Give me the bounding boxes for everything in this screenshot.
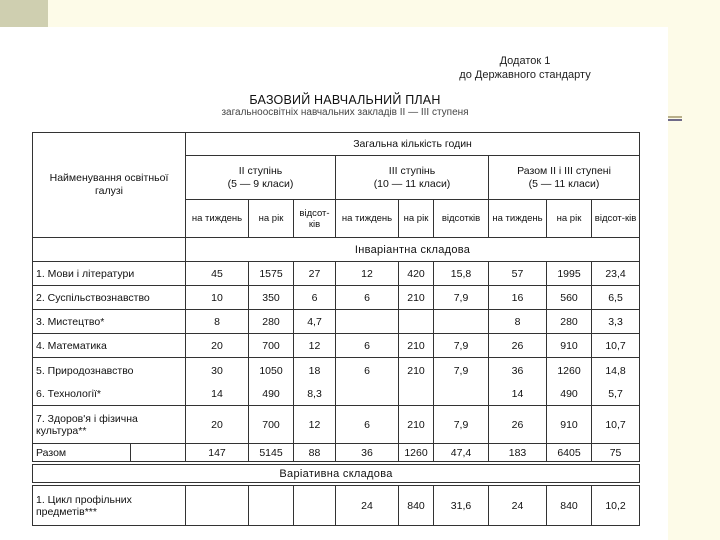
curriculum-table [32,132,640,526]
cell: 1260 [547,358,592,384]
cell: 147 [186,444,249,462]
row-name: Разом [33,444,131,462]
group-header-iii [336,156,489,200]
cell [294,486,336,526]
cell: 7,9 [434,334,489,358]
cell [399,384,434,406]
cell: 560 [547,286,592,310]
cell: 210 [399,334,434,358]
slide-bullet-marker [668,116,682,121]
cell: 700 [249,406,294,444]
cell: 490 [547,384,592,406]
cell: 183 [489,444,547,462]
cell: 27 [294,262,336,286]
group-range: (5 — 9 класи) [227,177,294,190]
group-name: II ступінь [238,164,283,177]
row-name: 2. Суспільствознавство [33,286,186,310]
cell: 6 [336,406,399,444]
subcolumn-header: на тиждень [336,200,399,238]
row-name: 7. Здоров'я і фізична культура** [33,406,186,444]
cell: 10 [186,286,249,310]
slide-right-band [668,27,720,540]
cell: 840 [399,486,434,526]
cell: 20 [186,334,249,358]
cell [336,384,399,406]
cell: 7,9 [434,286,489,310]
group-range: (5 — 11 класи) [528,177,600,190]
group-header-total [489,156,640,200]
cell: 210 [399,286,434,310]
total-hours-header: Загальна кількість годин [186,133,640,156]
row-name: 3. Мистецтво* [33,310,186,334]
cell: 1995 [547,262,592,286]
cell: 420 [399,262,434,286]
cell: 10,7 [592,334,640,358]
row-name: 6. Технології* [33,384,186,406]
cell: 6 [294,286,336,310]
cell: 910 [547,406,592,444]
table-row [33,334,640,358]
cell: 6405 [547,444,592,462]
cell: 910 [547,334,592,358]
cell: 14,8 [592,358,640,384]
cell: 490 [249,384,294,406]
cell [399,310,434,334]
subcolumn-header: на рік [399,200,434,238]
row-name: 4. Математика [33,334,186,358]
row-name: 5. Природознавство [33,358,186,384]
cell: 210 [399,358,434,384]
table-row [33,286,640,310]
table-row [33,358,640,384]
cell: 16 [489,286,547,310]
cell: 14 [186,384,249,406]
table-row [33,262,640,286]
cell: 75 [592,444,640,462]
appendix-note [450,54,600,82]
scanned-document [0,27,668,540]
appendix-line-1: Додаток 1 [499,55,551,67]
cell: 5145 [249,444,294,462]
cell-empty [131,444,186,462]
cell: 6 [336,358,399,384]
total-row [33,444,640,462]
cell: 8,3 [294,384,336,406]
cell: 18 [294,358,336,384]
cell: 3,3 [592,310,640,334]
cell [336,310,399,334]
cell: 10,2 [592,486,640,526]
variative-section-label: Варіативна складова [33,465,640,483]
group-name: Разом II і III ступені [517,164,611,177]
cell: 15,8 [434,262,489,286]
subcolumn-header: відсот-ків [294,200,336,238]
subcolumn-header: відсотків [434,200,489,238]
cell: 840 [547,486,592,526]
cell: 4,7 [294,310,336,334]
table-row [33,406,640,444]
cell: 10,7 [592,406,640,444]
cell: 30 [186,358,249,384]
cell: 23,4 [592,262,640,286]
row-name: 1. Мови і літератури [33,262,186,286]
cell: 12 [294,406,336,444]
cell: 24 [489,486,547,526]
cell: 31,6 [434,486,489,526]
cell: 36 [489,358,547,384]
cell: 14 [489,384,547,406]
subcolumn-header: відсот-ків [592,200,640,238]
slide-top-band [0,0,720,27]
document-title: БАЗОВИЙ НАВЧАЛЬНИЙ ПЛАН [249,93,441,107]
section-spacer [33,238,186,262]
document-subtitle: загальноосвітніх навчальних закладів II — III ступеня [221,107,469,118]
cell: 26 [489,334,547,358]
cell: 280 [547,310,592,334]
cell: 24 [336,486,399,526]
cell [249,486,294,526]
cell: 12 [336,262,399,286]
cell: 36 [336,444,399,462]
cell: 20 [186,406,249,444]
cell: 88 [294,444,336,462]
slide-corner-box [0,0,48,27]
cell: 1260 [399,444,434,462]
group-range: (10 — 11 класи) [373,177,451,190]
invariant-section-label: Інваріантна складова [186,238,640,262]
name-column-header: Найменування освітньої галузі [33,133,186,238]
subcolumn-header: на рік [249,200,294,238]
table-row [33,486,640,526]
cell: 350 [249,286,294,310]
cell: 700 [249,334,294,358]
cell: 12 [294,334,336,358]
cell: 7,9 [434,406,489,444]
group-name: III ступінь [388,164,436,177]
row-name: 1. Цикл профільних предметів*** [33,486,186,526]
cell: 7,9 [434,358,489,384]
subcolumn-header: на тиждень [489,200,547,238]
cell: 26 [489,406,547,444]
cell: 210 [399,406,434,444]
cell: 6 [336,334,399,358]
table-row [33,310,640,334]
cell [434,384,489,406]
cell: 57 [489,262,547,286]
cell: 6 [336,286,399,310]
table-row [33,384,640,406]
cell: 47,4 [434,444,489,462]
cell: 280 [249,310,294,334]
appendix-line-2: до Державного стандарту [459,69,591,81]
cell: 6,5 [592,286,640,310]
cell: 5,7 [592,384,640,406]
cell [434,310,489,334]
cell: 8 [186,310,249,334]
cell: 45 [186,262,249,286]
cell: 1050 [249,358,294,384]
cell: 8 [489,310,547,334]
cell: 1575 [249,262,294,286]
cell [186,486,249,526]
subcolumn-header: на тиждень [186,200,249,238]
group-header-ii [186,156,336,200]
subcolumn-header: на рік [547,200,592,238]
